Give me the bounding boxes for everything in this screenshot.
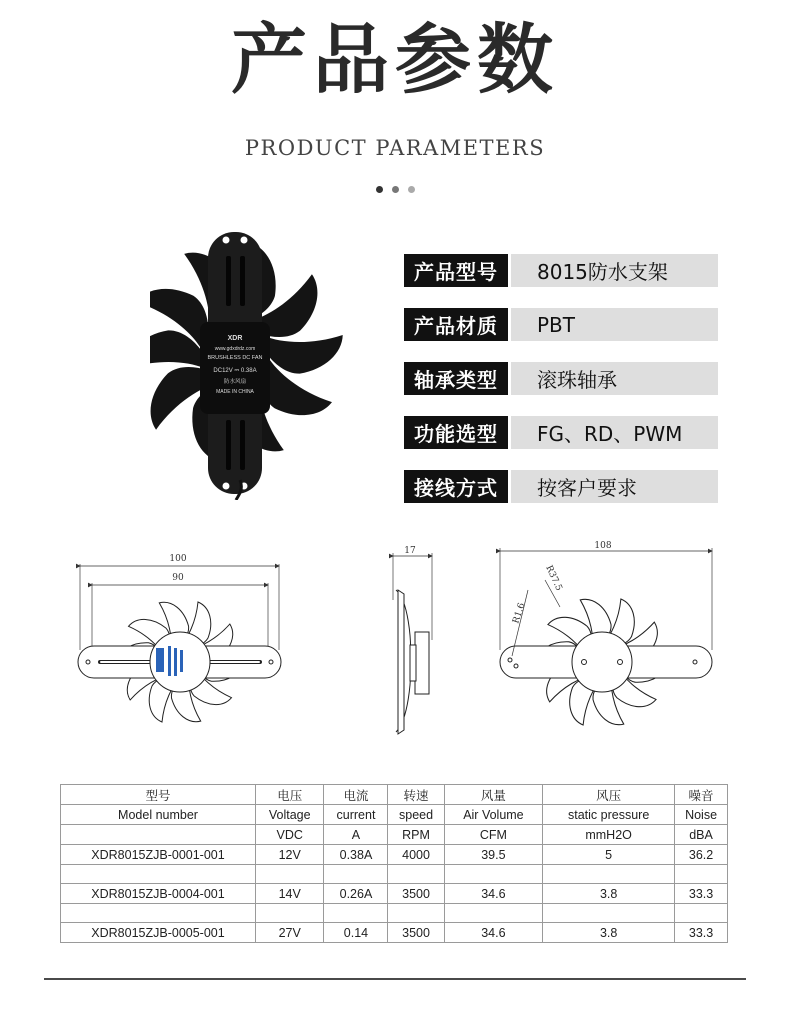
table-cell: 36.2 [675,845,728,865]
table-header-cell: 风量 [444,785,543,805]
page-title: 产品参数 [231,15,559,104]
param-key: 轴承类型 [404,362,508,395]
dot-dark [376,186,383,193]
table-cell: 34.6 [444,923,543,943]
label-name-cn: 防水风扇 [223,379,247,385]
table-cell [675,865,728,884]
decorative-dots [0,186,790,193]
bottom-divider [44,978,746,980]
table-cell [324,904,388,923]
table-cell: 12V [256,845,324,865]
table-cell [61,904,256,923]
label-type: BRUSHLESS DC FAN [207,355,263,361]
param-row [404,470,718,503]
table-cell [444,865,543,884]
table-cell [256,865,324,884]
fan-product-photo [150,230,350,500]
dot-mid [392,186,399,193]
table-header-cell: current [324,805,388,825]
table-unit-cell [61,825,256,845]
table-header-cell: 电流 [324,785,388,805]
table-cell: XDR8015ZJB-0005-001 [61,923,256,943]
param-list [404,254,718,524]
table-cell [675,904,728,923]
param-key: 产品材质 [404,308,508,341]
param-value: FG、RD、PWM [511,416,718,449]
table-cell: 14V [256,884,324,904]
table-unit-cell: A [324,825,388,845]
dim-rear-radius-small: R1.6 [511,601,528,625]
table-row [61,845,728,865]
table-cell: 0.26A [324,884,388,904]
technical-drawings [0,540,790,750]
table-cell: 39.5 [444,845,543,865]
label-origin: MADE IN CHINA [216,389,254,395]
table-cell: XDR8015ZJB-0004-001 [61,884,256,904]
param-value: 滚珠轴承 [511,362,718,395]
table-header-cn [61,785,728,805]
label-website: www.gdxdrdz.com [214,346,256,352]
side-view-drawing [393,546,432,734]
param-key: 产品型号 [404,254,508,287]
label-brand: XDR [227,335,243,342]
dim-rear-width: 108 [594,541,612,551]
table-unit-cell: VDC [256,825,324,845]
table-header-cell: 风压 [543,785,675,805]
param-row [404,416,718,449]
table-cell: 34.6 [444,884,543,904]
table-header-cell: Air Volume [444,805,543,825]
dim-front-inner: 90 [172,573,184,583]
table-units-row [61,825,728,845]
param-value: 按客户要求 [511,470,718,503]
param-row [404,362,718,395]
table-cell [324,865,388,884]
table-header-en [61,805,728,825]
table-unit-cell: dBA [675,825,728,845]
table-header-cell: 电压 [256,785,324,805]
table-cell: XDR8015ZJB-0001-001 [61,845,256,865]
param-value: PBT [511,308,718,341]
label-rating: DC12V ⎓ 0.38A [213,368,257,374]
table-cell: 3.8 [543,923,675,943]
table-cell: 5 [543,845,675,865]
table-cell: 3500 [388,884,444,904]
table-row-blank [61,904,728,923]
table-cell: 27V [256,923,324,943]
param-key: 功能选型 [404,416,508,449]
table-cell: 33.3 [675,923,728,943]
table-row-blank [61,865,728,884]
table-cell [388,904,444,923]
table-cell: 0.14 [324,923,388,943]
table-row [61,884,728,904]
page-subtitle: PRODUCT PARAMETERS [244,136,546,160]
table-cell [388,865,444,884]
param-value: 8015防水支架 [511,254,718,287]
table-cell: 3.8 [543,884,675,904]
rear-view-drawing [500,541,712,732]
table-cell: 0.38A [324,845,388,865]
table-header-cell: 噪音 [675,785,728,805]
table-unit-cell: CFM [444,825,543,845]
table-unit-cell: RPM [388,825,444,845]
table-cell [256,904,324,923]
table-cell: 4000 [388,845,444,865]
table-header-cell: 型号 [61,785,256,805]
table-cell [543,865,675,884]
param-key: 接线方式 [404,470,508,503]
dim-rear-radius-large: R37.5 [543,564,564,593]
table-unit-cell: mmH2O [543,825,675,845]
table-cell: 33.3 [675,884,728,904]
table-cell [543,904,675,923]
table-header-cell: Model number [61,805,256,825]
table-row [61,923,728,943]
dim-front-outer: 100 [169,554,187,564]
table-header-cell: Noise [675,805,728,825]
param-row [404,254,718,287]
table-header-cell: Voltage [256,805,324,825]
table-cell: 3500 [388,923,444,943]
dim-side-thickness: 17 [404,546,416,556]
front-view-drawing [78,554,281,729]
table-header-cell: 转速 [388,785,444,805]
table-cell [444,904,543,923]
param-row [404,308,718,341]
spec-table [60,784,728,943]
dot-light [408,186,415,193]
table-header-cell: static pressure [543,805,675,825]
table-cell [61,865,256,884]
table-header-cell: speed [388,805,444,825]
